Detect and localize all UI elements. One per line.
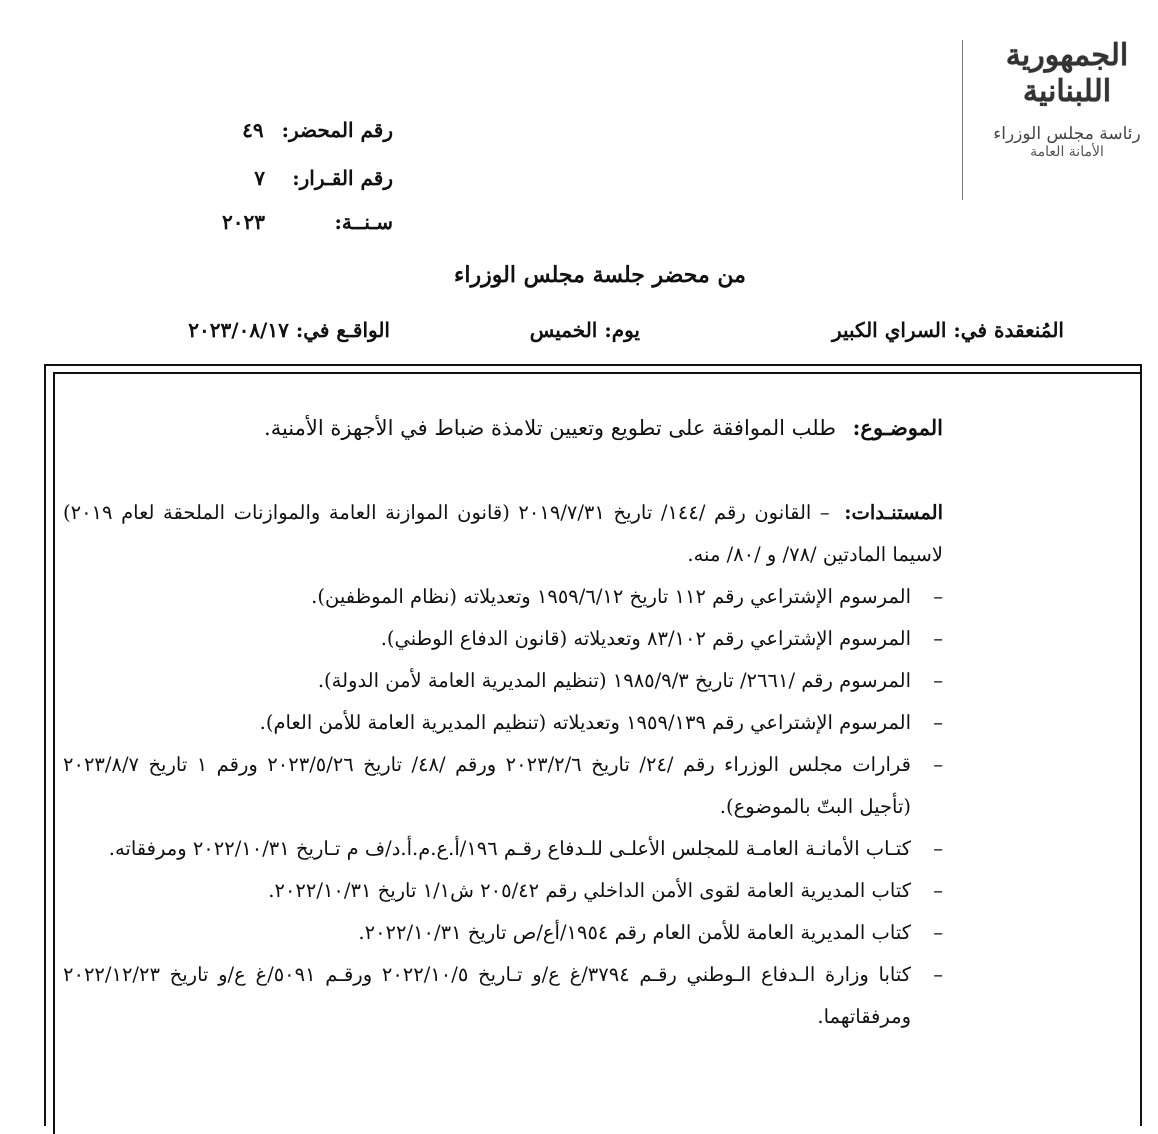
documents-label: المستنـدات: <box>844 501 943 524</box>
document-text: المرسوم الإشتراعي رقم ٨٣/١٠٢ وتعديلاته (قانون الدفاع الوطني). <box>380 627 911 650</box>
year-label: سـنــة: <box>334 210 393 234</box>
decision-number-label: رقم القـرار: <box>292 166 393 190</box>
republic-line-1: الجمهورية <box>1005 38 1129 73</box>
record-number-value: ٤٩ <box>242 118 264 142</box>
document-item: – كتاب المديرية العامة للأمن العام رقم ١٩٥٤/أع/ص تاريخ ٢٠٢٢/١٠/٣١. <box>63 912 943 954</box>
document-text: كتاب المديرية العامة للأمن العام رقم ١٩٥٤/أع/ص تاريخ ٢٠٢٢/١٠/٣١. <box>358 921 911 944</box>
republic-line-2: اللبنانية <box>1022 74 1112 109</box>
date-label: الواقـع في: <box>295 318 390 342</box>
held-in-label: المُنعقدة في: <box>953 318 1064 342</box>
document-text: القانون رقم /١٤٤/ تاريخ ٢٠١٩/٧/٣١ (قانون الموازنة العامة والموازنات الملحقة لعام ٢٠١٩) لاسيما المادتين /٧٨/ و /٨٠/ منه. <box>63 501 943 566</box>
document-item: – المرسوم الإشتراعي رقم ٨٣/١٠٢ وتعديلاته (قانون الدفاع الوطني). <box>63 618 943 660</box>
decision-number-value: ٧ <box>254 166 265 190</box>
document-text: كتاب المديرية العامة لقوى الأمن الداخلي رقم ٢٠٥/٤٢ ش١/١ تاريخ ٢٠٢٢/١٠/٣١. <box>268 879 911 902</box>
date-value: ٢٠٢٣/٠٨/١٧ <box>188 318 289 342</box>
document-text: كتـاب الأمانـة العامـة للمجلس الأعلـى للـدفاع رقـم ١٩٦/أ.ع.م.أ.د/ف م تـاريخ ٢٠٢٢/١٠/٣١ ومرفقاته. <box>108 837 911 860</box>
year-row <box>222 210 393 234</box>
year-value: ٢٠٢٣ <box>222 210 265 234</box>
subject-label: الموضـوع: <box>852 415 943 440</box>
document-item: – كتابا وزارة الـدفاع الـوطني رقـم ٣٧٩٤/غ ع/و تـاريخ ٢٠٢٢/١٠/٥ ورقـم ٥٠٩١/غ ع/و تاريخ ٢٠٢٢/١٢/٢٣ ومرفقاتهما. <box>63 954 943 1038</box>
document-item: – كتاب المديرية العامة لقوى الأمن الداخلي رقم ٢٠٥/٤٢ ش١/١ تاريخ ٢٠٢٢/١٠/٣١. <box>63 870 943 912</box>
document-text: المرسوم الإشتراعي رقم ١٩٥٩/١٣٩ وتعديلاته (تنظيم المديرية العامة للأمن العام). <box>259 711 911 734</box>
session-date <box>188 318 390 342</box>
record-number-row <box>242 118 393 142</box>
presidency-label: رئاسة مجلس الوزراء <box>993 124 1141 144</box>
letterhead-emblem <box>992 38 1142 208</box>
document-item: – قرارات مجلس الوزراء رقم /٢٤/ تاريخ ٢٠٢٣/٢/٦ ورقم /٤٨/ تاريخ ٢٠٢٣/٥/٢٦ ورقم ١ تاريخ ٢٠٢٣/٨/٧ (تأجيل البتّ بالموضوع). <box>63 744 943 828</box>
documents-section <box>63 492 943 1038</box>
document-text: كتابا وزارة الـدفاع الـوطني رقـم ٣٧٩٤/غ ع/و تـاريخ ٢٠٢٢/١٠/٥ ورقـم ٥٠٩١/غ ع/و تاريخ ٢٠٢٢/١٢/٢٣ ومرفقاتهما. <box>63 963 912 1028</box>
general-secretariat-label: الأمانة العامة <box>1030 144 1104 160</box>
document-text: المرسوم رقم /٢٦٦١/ تاريخ ١٩٨٥/٩/٣ (تنظيم المديرية العامة لأمن الدولة). <box>317 669 911 692</box>
header-divider <box>962 40 963 200</box>
record-number-label: رقم المحضر: <box>281 118 393 142</box>
session-day <box>530 318 640 342</box>
document-text: قرارات مجلس الوزراء رقم /٢٤/ تاريخ ٢٠٢٣/٢/٦ ورقم /٤٨/ تاريخ ٢٠٢٣/٥/٢٦ ورقم ١ تاريخ ٢٠٢٣/٨/٧ (تأجيل البتّ بالموضوع). <box>63 753 911 818</box>
session-location <box>832 318 1064 342</box>
document-title: من محضر جلسة مجلس الوزراء <box>454 262 746 288</box>
document-item: – المرسوم الإشتراعي رقم ١٩٥٩/١٣٩ وتعديلاته (تنظيم المديرية العامة للأمن العام). <box>63 702 943 744</box>
day-label: يوم: <box>604 318 640 342</box>
subject <box>183 410 943 446</box>
document-item: – المرسوم الإشتراعي رقم ١١٢ تاريخ ١٩٥٩/٦/١٢ وتعديلاته (نظام الموظفين). <box>63 576 943 618</box>
held-in-value: السراي الكبير <box>831 318 947 342</box>
document-text: المرسوم الإشتراعي رقم ١١٢ تاريخ ١٩٥٩/٦/١٢ وتعديلاته (نظام الموظفين). <box>311 585 911 608</box>
document-item: – المرسوم رقم /٢٦٦١/ تاريخ ١٩٨٥/٩/٣ (تنظيم المديرية العامة لأمن الدولة). <box>63 660 943 702</box>
document-item: المستنـدات: – القانون رقم /١٤٤/ تاريخ ٢٠١٩/٧/٣١ (قانون الموازنة العامة والموازنات الملحقة لعام ٢٠١٩) لاسيما المادتين /٧٨/ و /٨٠/ منه. <box>63 501 943 566</box>
decision-number-row <box>254 166 393 190</box>
subject-text: طلب الموافقة على تطويع وتعيين تلامذة ضباط في الأجهزة الأمنية. <box>264 416 836 440</box>
day-value: الخميس <box>529 318 598 342</box>
document-item: – كتـاب الأمانـة العامـة للمجلس الأعلـى للـدفاع رقـم ١٩٦/أ.ع.م.أ.د/ف م تـاريخ ٢٠٢٢/١٠/٣١ ومرفقاته. <box>63 828 943 870</box>
